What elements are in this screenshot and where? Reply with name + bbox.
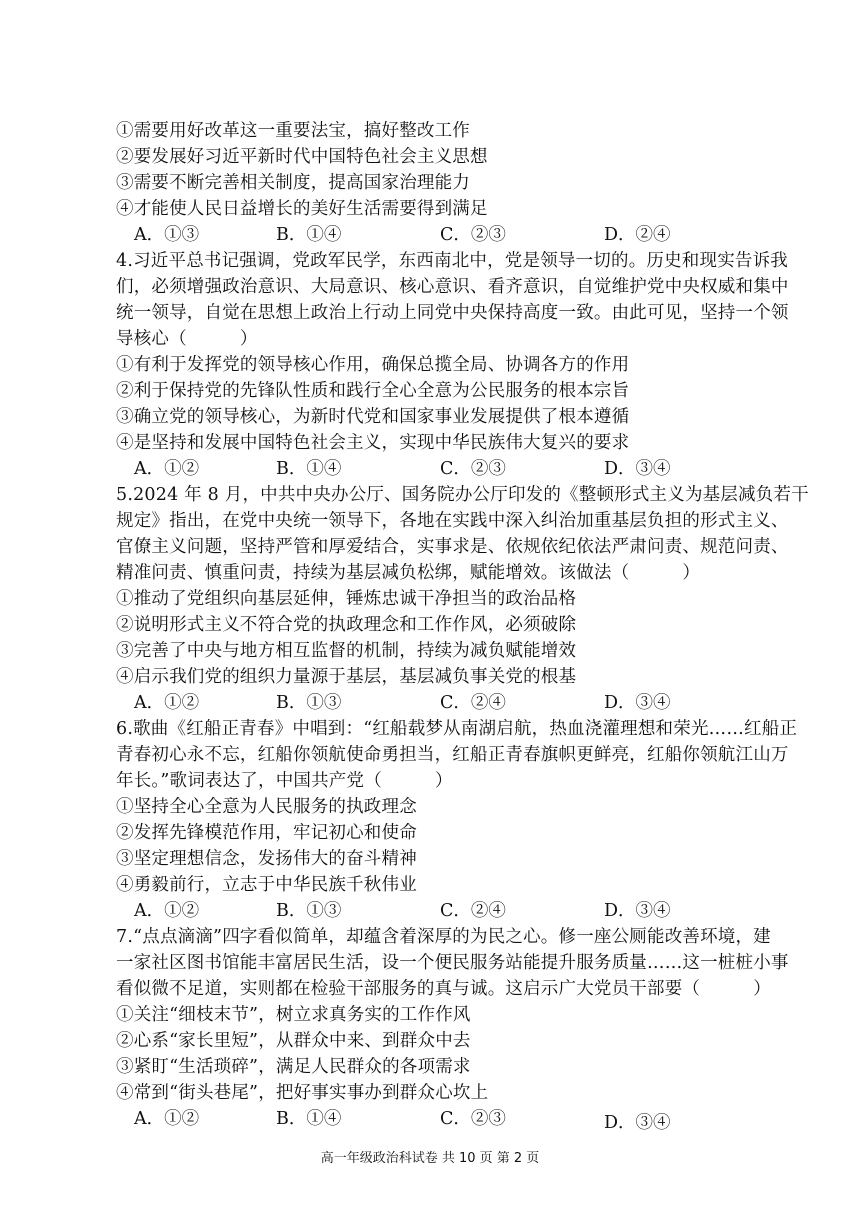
q3-options	[0, 223, 860, 247]
q5-statement-3: ③完善了中央与地方相互监督的机制，持续为减负赋能增效	[116, 641, 577, 661]
q3-statement-1: ①需要用好改革这一重要法宝，搞好整改工作	[116, 121, 470, 141]
q6-option-d: D．③④	[604, 901, 671, 921]
q5-statement-4: ④启示我们党的组织力量源于基层，基层减负事关党的根基	[116, 667, 577, 687]
q5-option-b: B．①③	[276, 693, 342, 713]
q3-statement-2: ②要发展好习近平新时代中国特色社会主义思想	[116, 147, 488, 167]
q6-stem-line-3: 年长。”歌词表达了，中国共产党（ ）	[116, 771, 453, 791]
q7-options	[0, 1107, 860, 1131]
q4-statement-2: ②利于保持党的先锋队性质和践行全心全意为公民服务的根本宗旨	[116, 381, 630, 401]
q7-option-c: C．②③	[440, 1109, 506, 1129]
q3-option-b: B．①④	[276, 225, 342, 245]
q5-stem-line-1: 5.2024 年 8 月，中共中央办公厅、国务院办公厅印发的《整顿形式主义为基层减负若干	[116, 485, 809, 505]
q3-option-d: D．②④	[604, 225, 671, 245]
q6-option-c: C．②④	[440, 901, 506, 921]
q6-options	[0, 899, 860, 923]
q6-option-a: A．①②	[134, 901, 200, 921]
q6-stem-line-1: 6.歌曲《红船正青春》中唱到：“红船载梦从南湖启航，热血浇灌理想和荣光……红船正	[116, 719, 798, 739]
q7-statement-4: ④常到“街头巷尾”，把好事实事办到群众心坎上	[116, 1083, 489, 1103]
q4-stem-line-4: 导核心（ ）	[116, 329, 258, 349]
q5-stem-line-4: 精准问责、慎重问责，持续为基层减负松绑，赋能增效。该做法（ ）	[116, 563, 701, 583]
q5-statement-1: ①推动了党组织向基层延伸，锤炼忠诚干净担当的政治品格	[116, 589, 577, 609]
q4-statement-3: ③确立党的领导核心，为新时代党和国家事业发展提供了根本遵循	[116, 407, 630, 427]
q7-option-d: D．③④	[604, 1113, 671, 1133]
q5-option-d: D．③④	[604, 693, 671, 713]
q6-stem-line-2: 青春初心永不忘，红船你领航使命勇担当，红船正青春旗帜更鲜亮，红船你领航江山万	[116, 745, 789, 765]
q5-option-a: A．①②	[134, 693, 200, 713]
q4-statement-4: ④是坚持和发展中国特色社会主义，实现中华民族伟大复兴的要求	[116, 433, 630, 453]
q7-stem-line-3: 看似微不足道，实则都在检验干部服务的真与诚。这启示广大党员干部要（ ）	[116, 979, 771, 999]
q5-stem-line-3: 官僚主义问题，坚持严管和厚爱结合，实事求是、依规依纪依法严肃问责、规范问责、	[116, 537, 789, 557]
q4-option-b: B．①④	[276, 459, 342, 479]
q6-statement-4: ④勇毅前行，立志于中华民族千秋伟业	[116, 875, 417, 895]
q7-statement-3: ③紧盯“生活琐碎”，满足人民群众的各项需求	[116, 1057, 471, 1077]
page-footer: 高一年级政治科试卷 共 10 页 第 2 页	[320, 1151, 540, 1166]
q4-option-a: A．①②	[134, 459, 200, 479]
q7-option-b: B．①④	[276, 1109, 342, 1129]
q5-stem-line-2: 规定》指出，在党中央统一领导下，各地在实践中深入纠治加重基层负担的形式主义、	[116, 511, 789, 531]
q4-stem-line-1: 4.习近平总书记强调，党政军民学，东西南北中，党是领导一切的。历史和现实告诉我	[116, 251, 788, 271]
q3-statement-3: ③需要不断完善相关制度，提高国家治理能力	[116, 173, 470, 193]
q4-option-d: D．③④	[604, 459, 671, 479]
q4-options	[0, 457, 860, 481]
q6-option-b: B．①③	[276, 901, 342, 921]
q3-statement-4: ④才能使人民日益增长的美好生活需要得到满足	[116, 199, 488, 219]
q6-statement-3: ③坚定理想信念，发扬伟大的奋斗精神	[116, 849, 417, 869]
q4-statement-1: ①有利于发挥党的领导核心作用，确保总揽全局、协调各方的作用	[116, 355, 630, 375]
q7-stem-line-1: 7.“点点滴滴”四字看似简单，却蕴含着深厚的为民之心。修一座公厕能改善环境，建	[116, 927, 771, 947]
q5-option-c: C．②④	[440, 693, 506, 713]
q7-option-a: A．①②	[134, 1109, 200, 1129]
q7-statement-1: ①关注“细枝末节”，树立求真务实的工作作风	[116, 1005, 471, 1025]
q3-option-a: A．①③	[134, 225, 200, 245]
q4-stem-line-3: 统一领导，自觉在思想上政治上行动上同党中央保持高度一致。由此可见，坚持一个领	[116, 303, 789, 323]
q5-statement-2: ②说明形式主义不符合党的执政理念和工作作风，必须破除	[116, 615, 577, 635]
q4-stem-line-2: 们，必须增强政治意识、大局意识、核心意识、看齐意识，自觉维护党中央权威和集中	[116, 277, 789, 297]
q4-option-c: C．②③	[440, 459, 506, 479]
q5-options	[0, 691, 860, 715]
q6-statement-1: ①坚持全心全意为人民服务的执政理念	[116, 797, 417, 817]
q3-option-c: C．②③	[440, 225, 506, 245]
q7-statement-2: ②心系“家长里短”，从群众中来、到群众中去	[116, 1031, 471, 1051]
q6-statement-2: ②发挥先锋模范作用，牢记初心和使命	[116, 823, 417, 843]
q7-stem-line-2: 一家社区图书馆能丰富居民生活，设一个便民服务站能提升服务质量……这一桩桩小事	[116, 953, 789, 973]
